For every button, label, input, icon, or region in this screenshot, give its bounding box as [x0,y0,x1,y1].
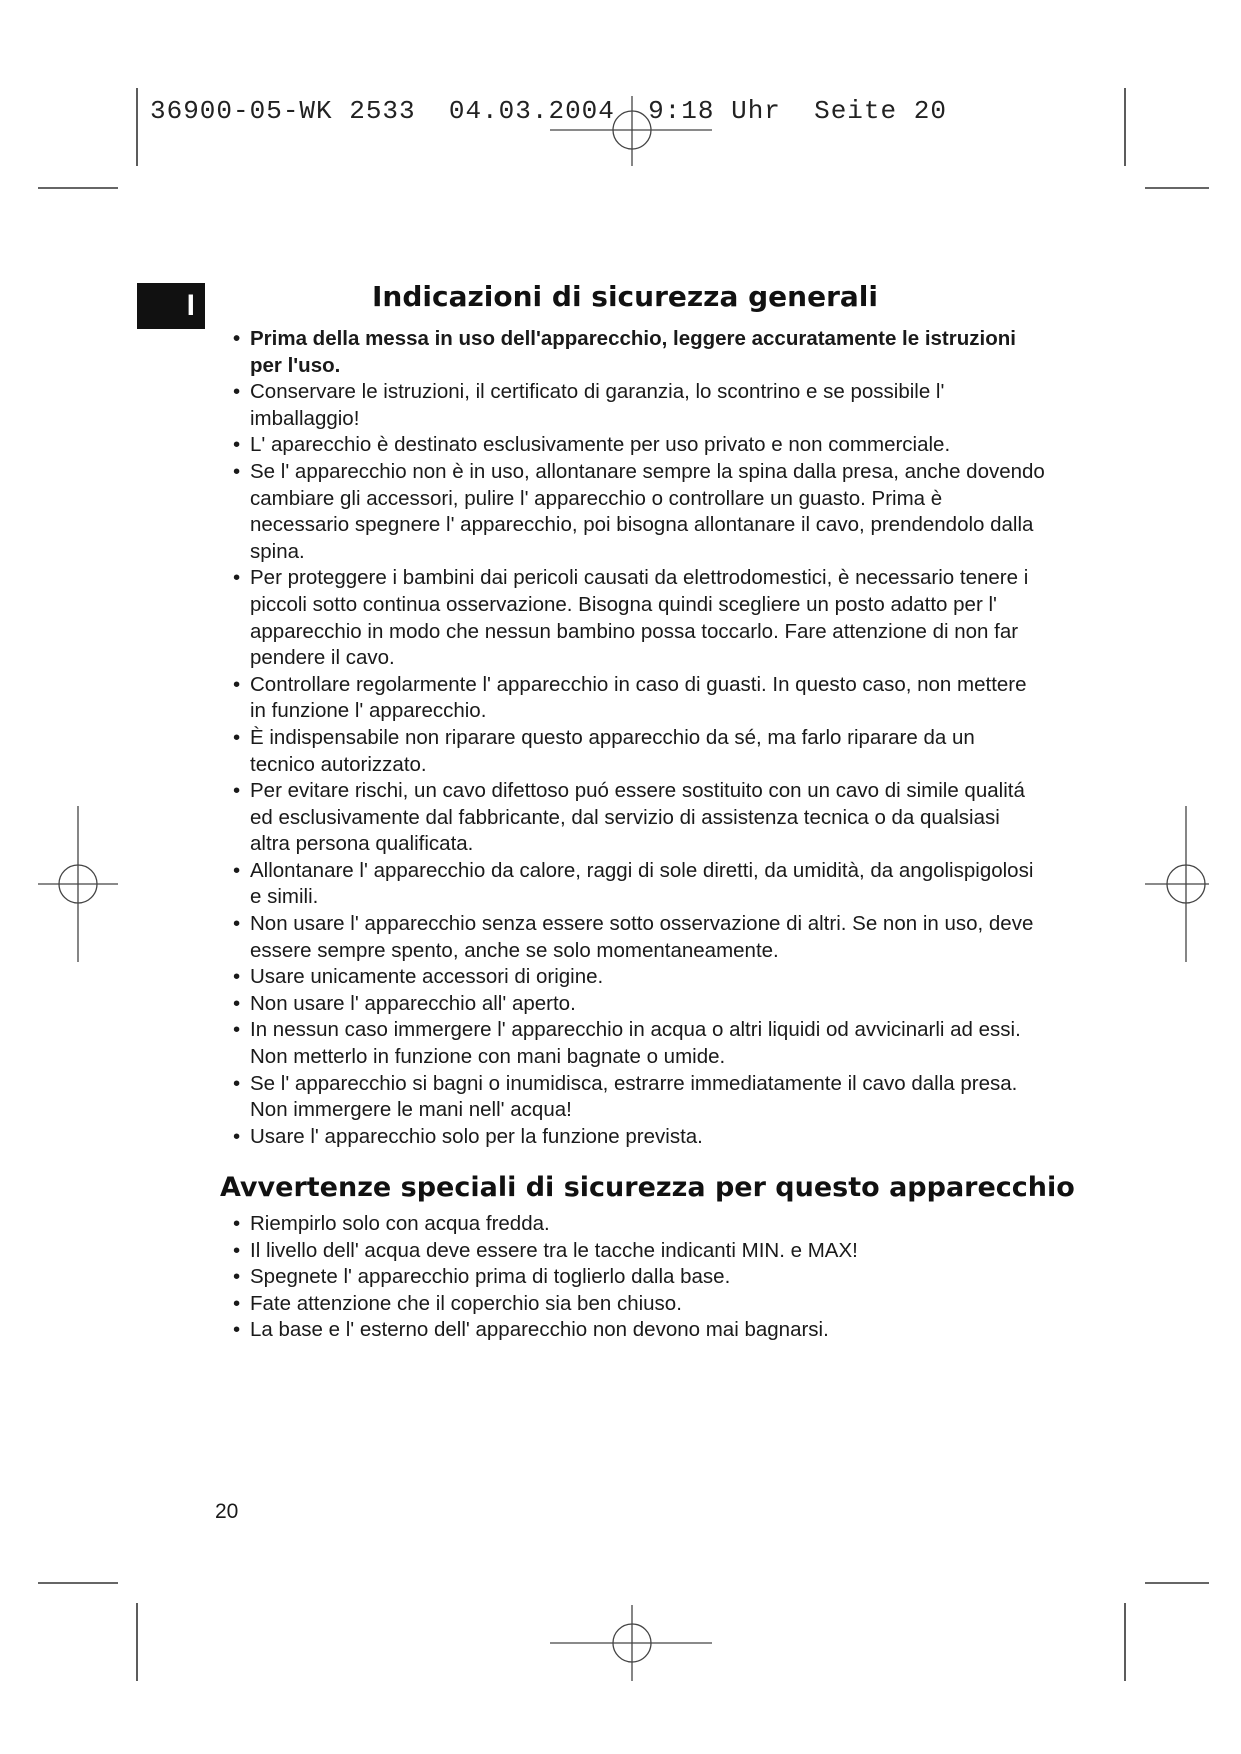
section-title-special-warnings: Avvertenze speciali di sicurezza per questo apparecchio [220,1172,1075,1203]
list-item: • Il livello dell' acqua deve essere tra le tacche indicanti MIN. e MAX! [215,1238,1045,1265]
special-warnings-list [215,1211,1045,1344]
list-item: • Prima della messa in uso dell'apparecchio, leggere accuratamente le istruzioni per l'uso. [215,326,1045,379]
list-item: • Riempirlo solo con acqua fredda. [215,1211,1045,1238]
list-item: • La base e l' esterno dell' apparecchio non devono mai bagnarsi. [215,1317,1045,1344]
page-number: 20 [215,1500,239,1523]
list-item: • Usare unicamente accessori di origine. [215,964,1045,991]
list-item: • Controllare regolarmente l' apparecchio in caso di guasti. In questo caso, non mettere in funzione l' apparecchio. [215,672,1045,725]
print-slug-line: 36900-05-WK 2533 04.03.2004 9:18 Uhr Seite 20 [150,96,947,126]
list-item: • È indispensabile non riparare questo apparecchio da sé, ma farlo riparare da un tecnico autorizzato. [215,725,1045,778]
list-item: • Non usare l' apparecchio senza essere sotto osservazione di altri. Se non in uso, deve essere sempre spento, anche se solo momentaneamente. [215,911,1045,964]
list-item: • Se l' apparecchio si bagni o inumidisca, estrarre immediatamente il cavo dalla presa. Non immergere le mani nell' acqua! [215,1071,1045,1124]
language-tab: I [137,283,205,329]
list-item: • Spegnete l' apparecchio prima di toglierlo dalla base. [215,1264,1045,1291]
list-item: • L' aparecchio è destinato esclusivamente per uso privato e non commerciale. [215,432,1045,459]
list-item: • Per proteggere i bambini dai pericoli causati da elettrodomestici, è necessario tenere i piccoli sotto continua osservazione. Bisogna quindi scegliere un posto adatto per l' apparecchio in modo che nessun bambino possa toccarlo. Fare attenzione di non far pendere il cavo. [215,565,1045,671]
list-item: • Conservare le istruzioni, il certificato di garanzia, lo scontrino e se possibile l' imballaggio! [215,379,1045,432]
list-item: • Fate attenzione che il coperchio sia ben chiuso. [215,1291,1045,1318]
general-safety-list [215,326,1045,1150]
list-item: • In nessun caso immergere l' apparecchio in acqua o altri liquidi od avvicinarli ad essi. Non metterlo in funzione con mani bagnate o umide. [215,1017,1045,1070]
list-item: • Per evitare rischi, un cavo difettoso puó essere sostituito con un cavo di simile qualitá ed esclusivamente dal fabbricante, dal servizio di assistenza tecnica o da qualsiasi altra persona qualificata. [215,778,1045,858]
list-item: • Usare l' apparecchio solo per la funzione prevista. [215,1124,1045,1151]
list-item: • Allontanare l' apparecchio da calore, raggi di sole diretti, da umidità, da angolispigolosi e simili. [215,858,1045,911]
list-item: • Se l' apparecchio non è in uso, allontanare sempre la spina dalla presa, anche dovendo cambiare gli accessori, pulire l' apparecchio o controllare un guasto. Prima è necessario spegnere l' apparecchio, poi bisogna allontanare il cavo, prendendolo dalla spina. [215,459,1045,565]
section-title-general-safety: Indicazioni di sicurezza generali [372,280,878,313]
list-item: • Non usare l' apparecchio all' aperto. [215,991,1045,1018]
